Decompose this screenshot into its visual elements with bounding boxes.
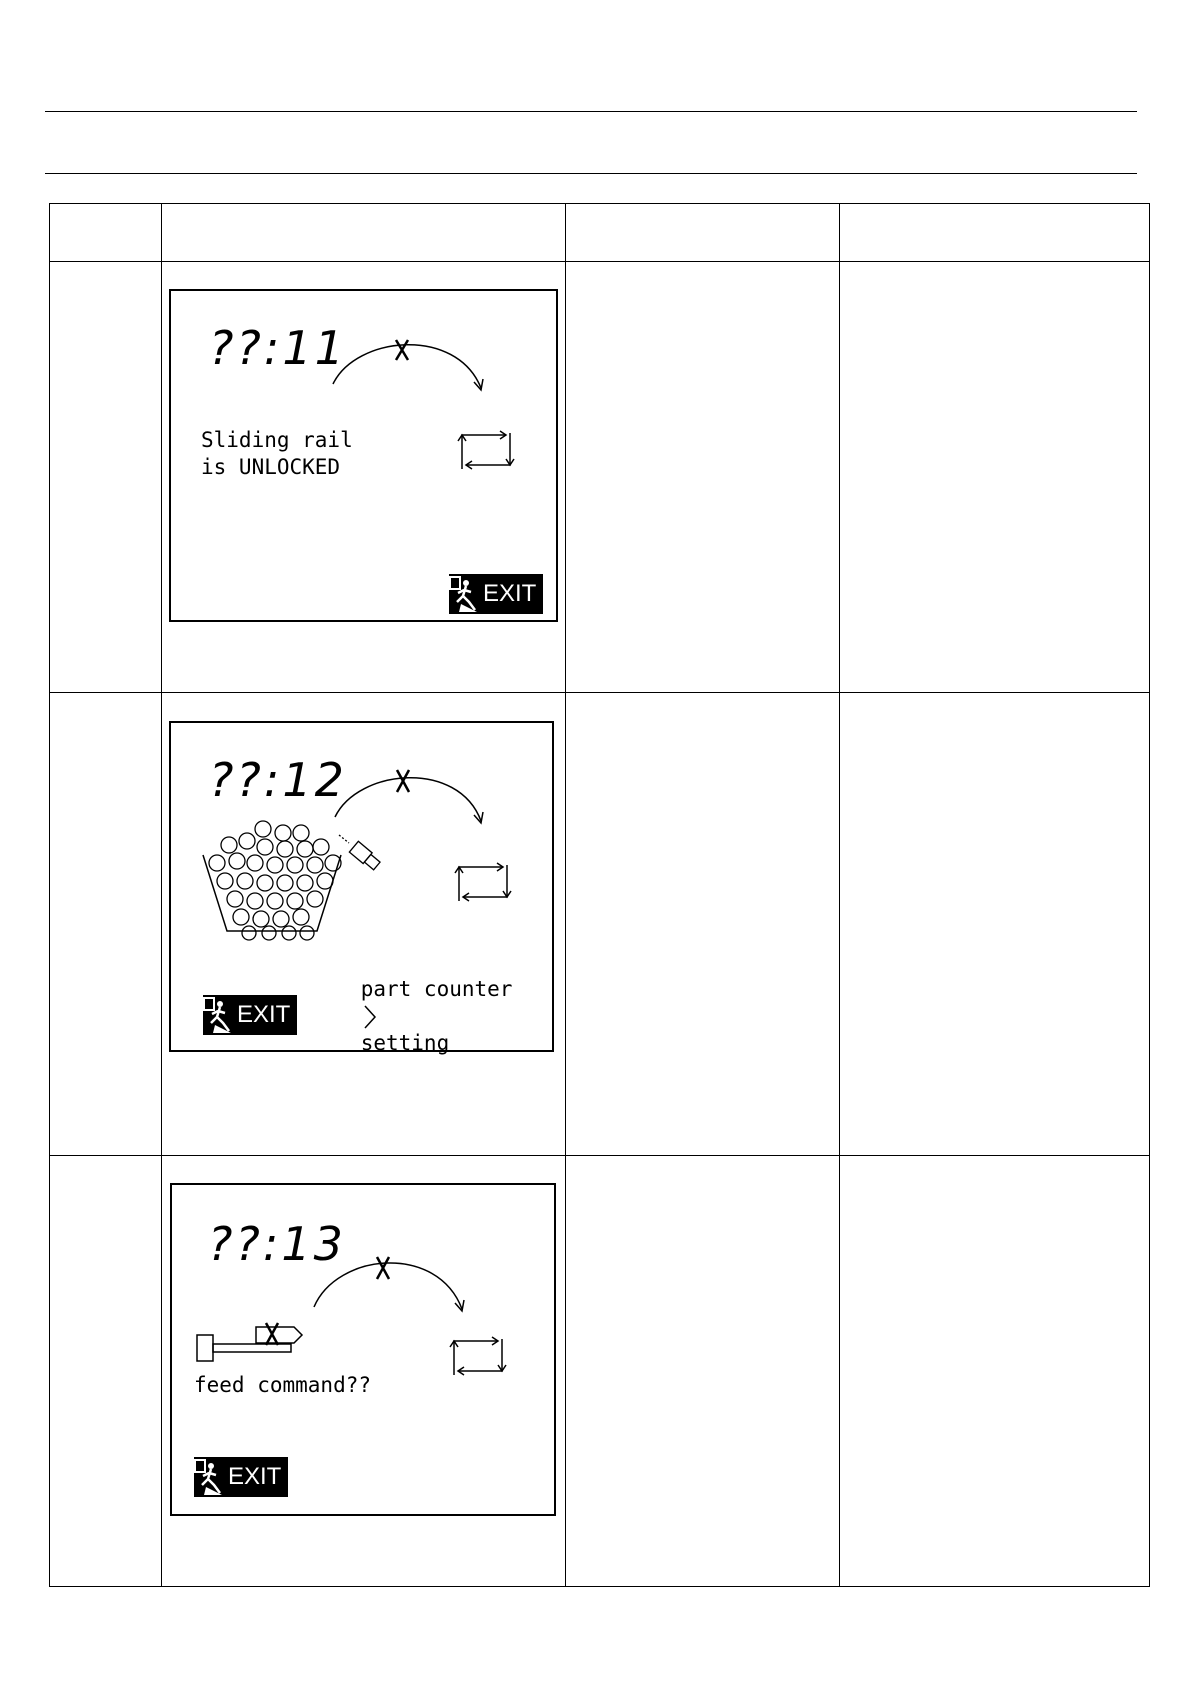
screen-cell <box>162 693 566 1156</box>
feed-cylinder-icon <box>196 1313 316 1363</box>
error-code: ??:13 <box>208 1217 346 1271</box>
reset-cycle-arrows-icon <box>456 429 516 471</box>
cancel-arc-arrow-icon <box>312 1241 482 1321</box>
reset-cycle-arrows-icon <box>448 1335 508 1377</box>
row-number-cell <box>50 693 162 1156</box>
reset-cycle-arrows-icon <box>453 861 513 903</box>
header-cell-2 <box>162 204 566 262</box>
screen-cell <box>162 1156 566 1587</box>
part-bin-icon <box>201 819 391 939</box>
running-person-exit-icon <box>449 574 481 614</box>
message-line: Sliding rail <box>201 428 353 452</box>
description-cell <box>566 693 840 1156</box>
exit-button[interactable] <box>194 1457 288 1497</box>
table-row <box>50 1156 1150 1587</box>
exit-label: EXIT <box>237 1001 291 1028</box>
message-line: setting <box>360 1031 450 1055</box>
description-cell <box>566 262 840 693</box>
message-line: is UNLOCKED <box>201 455 341 479</box>
table-row <box>50 693 1150 1156</box>
error-screen <box>169 721 554 1055</box>
description-cell <box>566 1156 840 1587</box>
running-person-exit-icon <box>203 995 235 1035</box>
header-cell-3 <box>566 204 840 262</box>
header-cell-4 <box>840 204 1150 262</box>
message-line: feed command?? <box>194 1373 372 1397</box>
error-code: ??:12 <box>209 753 347 807</box>
error-table <box>49 203 1150 1587</box>
error-screen <box>170 1183 556 1516</box>
exit-label: EXIT <box>228 1463 282 1490</box>
top-rule <box>45 111 1137 112</box>
row-number-cell <box>50 262 162 693</box>
exit-button[interactable] <box>203 995 297 1035</box>
chevron-right-icon <box>361 1004 379 1030</box>
cancel-arc-arrow-icon <box>331 326 501 396</box>
error-message <box>194 1372 371 1399</box>
row-number-cell <box>50 1156 162 1587</box>
header-cell-1 <box>50 204 162 262</box>
remedy-cell <box>840 1156 1150 1587</box>
exit-label: EXIT <box>483 580 537 607</box>
screen-cell <box>162 262 566 693</box>
exit-button[interactable] <box>449 574 543 614</box>
table-header-row <box>50 204 1150 262</box>
second-rule <box>45 173 1137 174</box>
running-person-exit-icon <box>194 1457 226 1497</box>
remedy-cell <box>840 262 1150 693</box>
error-code: ??:11 <box>209 321 347 375</box>
error-message <box>201 427 353 481</box>
error-screen <box>169 289 558 622</box>
table-row <box>50 262 1150 693</box>
message-line: part counter <box>360 977 513 1001</box>
remedy-cell <box>840 693 1150 1156</box>
